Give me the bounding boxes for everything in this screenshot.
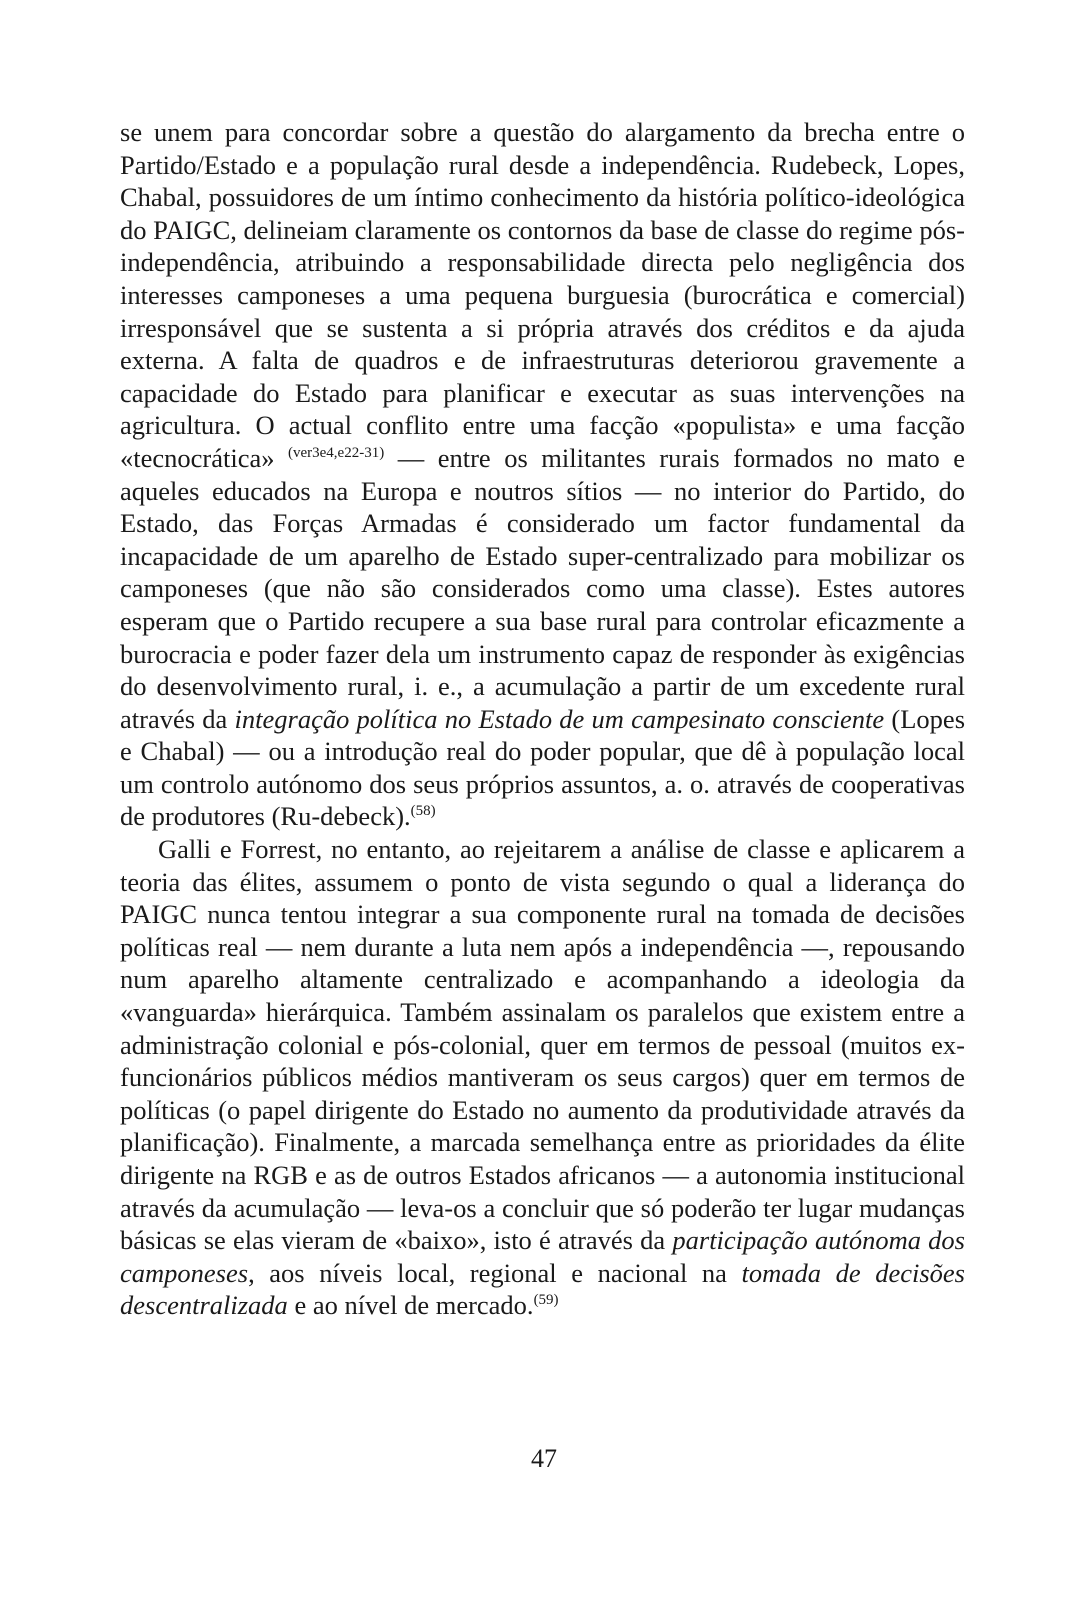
emphasis-text: participação autónoma dos camponeses [120, 1225, 965, 1288]
footnote-reference: (ver3e4,e22-31) [288, 444, 385, 461]
page-number: 47 [531, 1444, 557, 1473]
text-run: se unem para concordar sobre a questão do alargamento da brecha entre o Partido/Estado e a população rural desde a independência. Rudebeck, Lopes, Chabal, possuidores de um íntimo conhecimento da história político-ideológica do PAIGC, delineiam claramente os contornos da base de classe do regime pós-independência, atribuindo a responsabilidade directa pelo negligência dos interesses camponeses a uma pequena burguesia (burocrática e comercial) irresponsável que se sustenta a si própria através dos créditos e da ajuda externa. A falta de quadros e de infraestruturas deteriorou gravemente a capacidade do Estado para planificar e executar as suas intervenções na agricultura. O actual conflito entre uma facção «populista» e uma facção «tecnocrática» [120, 117, 965, 473]
text-run: (Lopes e Chabal) — ou a introdução real do poder popular, que dê à população local um controlo autónomo dos seus próprios assuntos, a. o. através de cooperativas de produtores (Ru-debeck). [120, 703, 966, 832]
paragraph-1 [120, 116, 965, 833]
text-run: — entre os militantes rurais formados no mato e aqueles educados na Europa e noutros sítios — no interior do Partido, do Estado, das Forças Armadas é considerado um factor fundamental da incapacidade de um aparelho de Estado super-centralizado para mobilizar os camponeses (que não são considerados como uma classe). Estes autores esperam que o Partido recupere a sua base rural para controlar eficazmente a burocracia e poder fazer dela um instrumento capaz de responder às exigências do desenvolvimento rural, i. e., a acumulação a partir de um excedente rural através da [120, 442, 965, 734]
paragraph-2 [120, 833, 965, 1322]
emphasis-text: tomada de decisões descentralizada [120, 1257, 965, 1321]
text-run: , aos níveis local, regional e nacional na [248, 1257, 742, 1288]
emphasis-text: integração política no Estado de um campesinato consciente [234, 703, 885, 734]
footnote-reference: (58) [410, 803, 436, 820]
text-run: e ao nível de mercado. [287, 1290, 534, 1321]
body-text [120, 116, 965, 1322]
text-run: Galli e Forrest, no entanto, ao rejeitarem a análise de classe e aplicarem a teoria das élites, assumem o ponto de vista segundo o qual a liderança do PAIGC nunca tentou integrar a sua componente rural na tomada de decisões políticas real — nem durante a luta nem após a independência —, repousando num aparelho altamente centralizado e acompanhando a ideologia da «vanguarda» hierárquica. Também assinalam os paralelos que existem entre a administração colonial e pós-colonial, quer em termos de pessoal (muitos ex-funcionários públicos médios mantiveram os seus cargos) quer em termos de políticas (o papel dirigente do Estado no aumento da produtividade através da planificação). Finalmente, a marcada semelhança entre as prioridades da élite dirigente na RGB e as de outros Estados africanos — a autonomia institucional através da acumulação — leva-os a concluir que só poderão ter lugar mudanças básicas se elas vieram de «baixo», isto é através da [120, 834, 965, 1256]
footnote-reference: (59) [533, 1292, 559, 1309]
